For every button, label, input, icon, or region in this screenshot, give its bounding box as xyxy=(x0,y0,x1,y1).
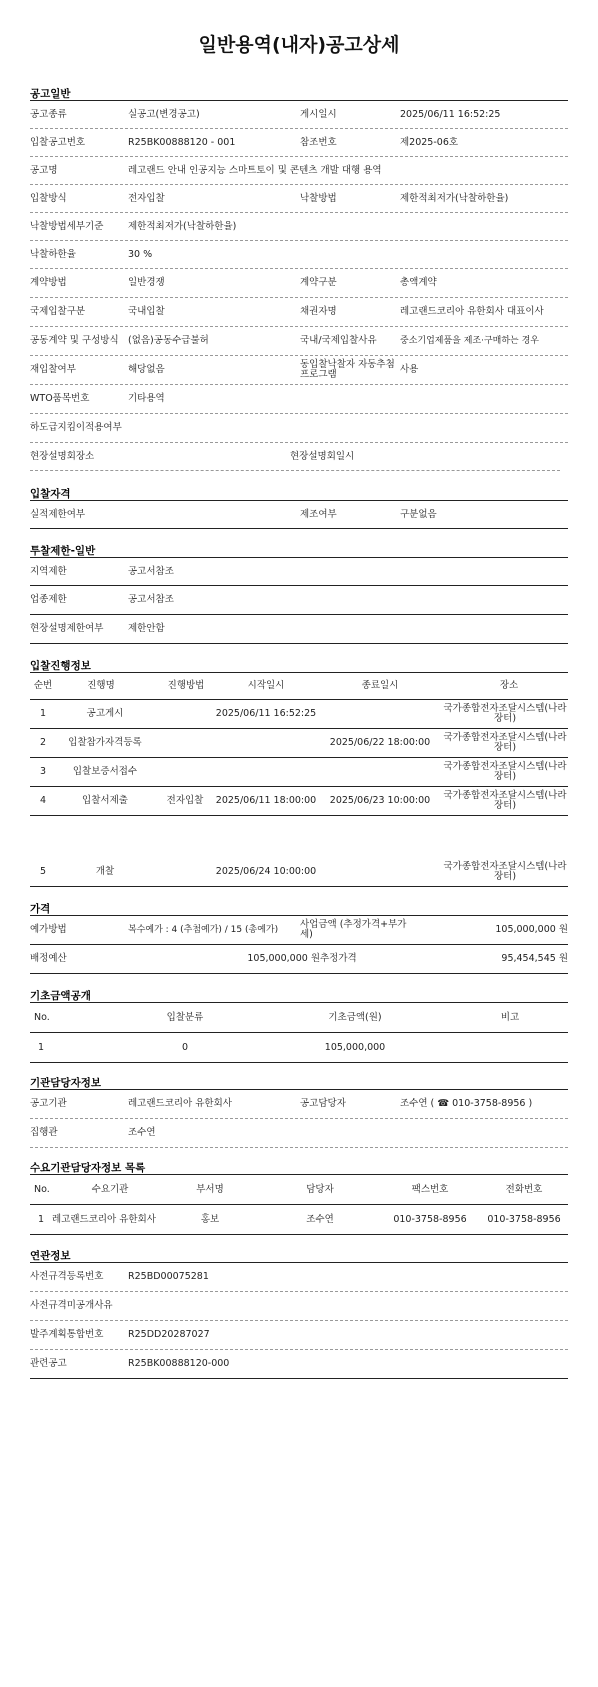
table-header xyxy=(30,1175,568,1205)
field-value: 레고랜드코리아 유한회사 대표이사 xyxy=(400,306,544,317)
field-value: 제한적최저가(낙찰하한율) xyxy=(128,220,237,232)
cell-fax: 010-3758-8956 xyxy=(393,1213,467,1225)
field-label: 사업금액 (추정가격+부가세) xyxy=(300,919,407,940)
section-title-restriction: 투찰제한-일반 xyxy=(30,545,96,557)
cell-end: 2025/06/22 18:00:00 xyxy=(329,737,431,748)
cell-end: 2025/06/23 10:00:00 xyxy=(329,795,431,806)
field-value: 30 % xyxy=(128,248,153,260)
info-row-notice-name xyxy=(30,157,568,185)
cell-tel: 010-3758-8956 xyxy=(487,1213,561,1225)
field-value: 해당없음 xyxy=(128,364,165,375)
table-row xyxy=(30,1033,568,1063)
table-header xyxy=(30,673,568,700)
cell-end xyxy=(330,858,430,886)
info-row-performance-limit xyxy=(30,501,568,529)
field-value: 공고서참조 xyxy=(128,594,174,605)
column-header: No. xyxy=(34,1183,50,1195)
field-label: 배정예산 xyxy=(30,953,67,964)
cell-method xyxy=(150,758,220,786)
info-row-related-notice xyxy=(30,1350,568,1379)
section-title-general: 공고일반 xyxy=(30,88,71,100)
cell-no: 3 xyxy=(39,766,47,777)
page-title: 일반용역(내자)공고상세 xyxy=(198,34,400,56)
cell-no: 1 xyxy=(38,1213,45,1225)
field-value: 총액계약 xyxy=(400,277,437,288)
cell-method xyxy=(150,858,220,886)
cell-dept: 홍보 xyxy=(200,1213,220,1225)
field-label: 추정가격 xyxy=(320,953,357,964)
field-value: 조수연 ( ☎ 010-3758-8956 ) xyxy=(400,1098,533,1109)
info-row-bid-method xyxy=(30,185,568,213)
info-row-subcontract xyxy=(30,414,568,443)
table-row xyxy=(30,858,568,887)
cell-name: 입찰보증서접수 xyxy=(72,766,138,777)
table-header xyxy=(30,1003,568,1033)
column-header: No. xyxy=(34,1011,50,1023)
field-label: 국제입찰구분 xyxy=(30,306,86,317)
info-row-contract-method xyxy=(30,269,568,298)
table-row xyxy=(30,758,568,787)
field-label: 낙찰하한율 xyxy=(30,248,76,260)
column-header: 입찰분류 xyxy=(166,1011,204,1023)
cell-start: 2025/06/24 10:00:00 xyxy=(215,866,317,877)
cell-start xyxy=(216,729,316,757)
info-row-site-briefing xyxy=(30,443,560,471)
field-value: R25BK00888120 - 001 xyxy=(128,136,236,148)
field-value: R25BK00888120-000 xyxy=(128,1358,230,1369)
info-row-industry-limit xyxy=(30,586,568,615)
cell-no: 1 xyxy=(38,1041,45,1053)
field-value: 레고랜드코리아 유한회사 xyxy=(128,1098,232,1109)
field-label: 계약방법 xyxy=(30,277,67,288)
section-title-related: 연관정보 xyxy=(30,1250,71,1262)
field-value: 공고서참조 xyxy=(128,565,174,577)
cell-name: 입찰참가자격등록 xyxy=(68,737,142,748)
field-label: 사전규격미공개사유 xyxy=(30,1300,113,1311)
column-header: 담당자 xyxy=(306,1183,334,1195)
field-label: 참조번호 xyxy=(300,136,337,148)
field-label: 채권자명 xyxy=(300,306,337,317)
field-label: 하도급지킴이적용여부 xyxy=(30,422,122,433)
field-value: 제2025-06호 xyxy=(400,136,459,148)
section-title-agency: 기관담당자정보 xyxy=(30,1077,102,1089)
field-value: 복수예가 : 4 (추첨예가) / 15 (총예가) xyxy=(128,925,279,935)
column-header: 전화번호 xyxy=(505,1183,543,1195)
field-value: 105,000,000 원 xyxy=(247,953,320,964)
column-header: 순번 xyxy=(33,680,53,691)
column-header: 장소 xyxy=(499,680,519,691)
field-label: 예가방법 xyxy=(30,924,67,935)
field-label: 낙찰방법 xyxy=(300,192,337,204)
cell-person: 조수연 xyxy=(306,1213,334,1225)
cell-name: 입찰서제출 xyxy=(82,795,128,806)
cell-amount: 105,000,000 xyxy=(324,1041,386,1053)
field-label: 지역제한 xyxy=(30,565,67,577)
field-label: 현장설명회일시 xyxy=(290,450,355,462)
info-row-international xyxy=(30,298,568,327)
field-label: 현장설명회장소 xyxy=(30,450,95,462)
cell-start: 2025/06/11 16:52:25 xyxy=(215,708,317,719)
cell-start xyxy=(216,758,316,786)
info-row-estimate-method xyxy=(30,916,568,945)
cell-class: 0 xyxy=(181,1041,189,1053)
info-row-briefing-limit xyxy=(30,615,568,644)
cell-end xyxy=(330,758,430,786)
field-label: 집행관 xyxy=(30,1127,58,1138)
cell-place: 국가종합전자조달시스템(나라장터) xyxy=(443,790,567,811)
column-header: 진행방법 xyxy=(167,680,205,691)
cell-place: 국가종합전자조달시스템(나라장터) xyxy=(443,732,567,753)
cell-no: 2 xyxy=(39,737,47,748)
info-row-region-limit xyxy=(30,558,568,586)
cell-method xyxy=(150,729,220,757)
section-title-price: 가격 xyxy=(30,903,51,915)
field-value: 2025/06/11 16:52:25 xyxy=(400,108,501,120)
cell-method xyxy=(150,700,220,728)
info-row-prespec-reason xyxy=(30,1292,568,1321)
info-row-budget xyxy=(30,945,568,974)
field-label: WTO품목번호 xyxy=(30,393,90,404)
info-row-bid-number xyxy=(30,129,568,157)
table-row xyxy=(30,1205,568,1235)
table-row xyxy=(30,787,568,816)
info-row-prespec-number xyxy=(30,1263,568,1292)
column-header: 비고 xyxy=(500,1011,520,1023)
field-value: 실공고(변경공고) xyxy=(128,108,200,120)
cell-method: 전자입찰 xyxy=(166,795,204,806)
field-value: R25BD00075281 xyxy=(128,1271,209,1282)
field-label: 공고담당자 xyxy=(300,1098,346,1109)
field-label: 발주계획통합번호 xyxy=(30,1329,104,1340)
column-header: 팩스번호 xyxy=(411,1183,449,1195)
column-header: 시작일시 xyxy=(247,680,285,691)
cell-name: 공고게시 xyxy=(86,708,124,719)
field-label: 입찰방식 xyxy=(30,192,67,204)
field-value: 일반경쟁 xyxy=(128,277,165,288)
table-row xyxy=(30,729,568,758)
field-label: 실적제한여부 xyxy=(30,508,86,520)
info-row-wto xyxy=(30,385,568,414)
info-row-lower-limit xyxy=(30,241,568,269)
info-row-executor xyxy=(30,1119,568,1148)
cell-place: 국가종합전자조달시스템(나라장터) xyxy=(443,861,567,882)
field-label: 동입찰낙찰자 자동추첨 프로그램 xyxy=(300,359,395,380)
field-label: 현장설명제한여부 xyxy=(30,623,104,634)
field-value: 레고랜드 안내 인공지능 스마트토이 및 콘텐츠 개발 대행 용역 xyxy=(128,164,382,176)
cell-org: 레고랜드코리아 유한회사 xyxy=(52,1213,156,1225)
field-label: 관련공고 xyxy=(30,1358,67,1369)
field-value: R25DD20287027 xyxy=(128,1329,210,1340)
field-value: 조수연 xyxy=(128,1127,156,1138)
field-label: 재입찰여부 xyxy=(30,364,76,375)
column-header: 기초금액(원) xyxy=(328,1011,382,1023)
field-value: 구분없음 xyxy=(400,508,437,520)
section-title-demand: 수요기관담당자정보 목록 xyxy=(30,1162,146,1174)
field-label: 공고기관 xyxy=(30,1098,67,1109)
cell-place: 국가종합전자조달시스템(나라장터) xyxy=(443,761,567,782)
field-value: 국내입찰 xyxy=(128,306,165,317)
field-value: 기타용역 xyxy=(128,393,165,404)
field-label: 게시일시 xyxy=(300,108,337,120)
field-label: 낙찰방법세부기준 xyxy=(30,220,104,232)
cell-start: 2025/06/11 18:00:00 xyxy=(215,795,317,806)
cell-note xyxy=(470,1033,550,1062)
cell-no: 1 xyxy=(39,708,47,719)
info-row-notice-type xyxy=(30,101,568,129)
info-row-order-plan xyxy=(30,1321,568,1350)
cell-place: 국가종합전자조달시스템(나라장터) xyxy=(443,703,567,724)
column-header: 종료일시 xyxy=(361,680,399,691)
column-header: 수요기관 xyxy=(91,1183,129,1195)
section-title-progress: 입찰진행정보 xyxy=(30,660,91,672)
section-title-qualification: 입찰자격 xyxy=(30,488,71,500)
field-label: 업종제한 xyxy=(30,594,67,605)
cell-name: 개찰 xyxy=(95,866,115,877)
info-row-rebid xyxy=(30,356,568,385)
field-label: 제조여부 xyxy=(300,508,337,520)
cell-no: 5 xyxy=(39,866,47,877)
field-value: 중소기업제품을 제조·구매하는 경우 xyxy=(400,336,539,346)
column-header: 진행명 xyxy=(87,680,115,691)
field-value: 제한안함 xyxy=(128,623,165,634)
cell-end xyxy=(330,700,430,728)
table-row xyxy=(30,700,568,729)
info-row-joint-contract xyxy=(30,327,568,356)
field-label: 공고명 xyxy=(30,164,58,176)
field-value: 사용 xyxy=(400,364,419,375)
info-row-agency xyxy=(30,1090,568,1119)
field-label: 국내/국제입찰사유 xyxy=(300,335,377,346)
field-value: (없음)공동수급불허 xyxy=(128,335,209,346)
field-value: 전자입찰 xyxy=(128,192,165,204)
field-label: 사전규격등록번호 xyxy=(30,1271,104,1282)
field-value: 95,454,545 원 xyxy=(501,953,568,964)
cell-no: 4 xyxy=(39,795,47,806)
field-label: 계약구분 xyxy=(300,277,337,288)
field-label: 입찰공고번호 xyxy=(30,136,86,148)
section-title-base-amount: 기초금액공개 xyxy=(30,990,91,1002)
field-label: 공동계약 및 구성방식 xyxy=(30,335,119,346)
field-value: 제한적최저가(낙찰하한율) xyxy=(400,192,509,204)
column-header: 부서명 xyxy=(196,1183,224,1195)
field-label: 공고종류 xyxy=(30,108,67,120)
field-value: 105,000,000 원 xyxy=(495,924,568,935)
info-row-award-criteria xyxy=(30,213,568,241)
